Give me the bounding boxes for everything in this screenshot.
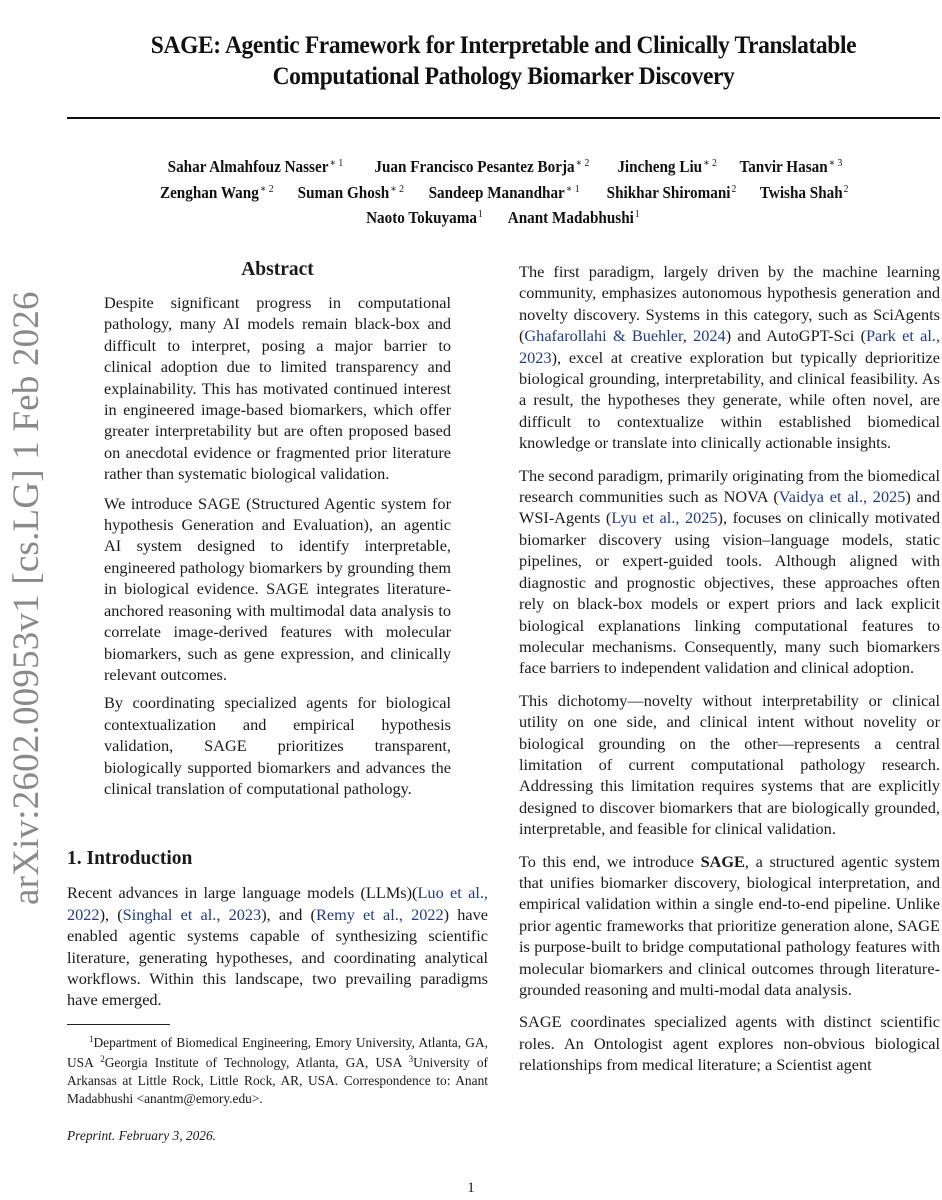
author: Tanvir Hasan$^{∗ 3}$ [739,157,843,176]
page-number: 1 [467,1180,475,1196]
citation-link[interactable]: Park et al., 2023 [519,326,941,367]
intro-paragraph-3: The second paradigm, primarily originating from the biomedical research communities such as NOVA (Vaidya et al., 2025) and WSI-Agents (Lyu et al., 2025), focuses on clinically motivated biomarker discovery using vision–language models, static pipelines, or expert-guided tools. Although aligned with diagnostic and prognostic objectives, these approaches often rely on black-box models or expert priors and lack explicit biological explanations linking computational features to molecular mechanisms. Consequently, many such biomarkers face barriers to independent validation and clinical adoption. [519,465,941,678]
arxiv-identifier-stamp: arXiv:2602.00953v1 [cs.LG] 1 Feb 2026 [6,291,47,905]
abstract-paragraph: We introduce SAGE (Structured Agentic system for hypothesis Generation and Evaluation), an agentic AI system designed to identify interpretable, engineered pathology biomarkers by grounding them in biological evidence. SAGE integrates literature-anchored reasoning with multimodal data analysis to correlate image-derived features with molecular biomarkers, such as gene expression, and clinically relevant outcomes. [104,493,451,684]
sage-bold-term: SAGE [700,851,745,871]
preprint-note: Preprint. February 3, 2026. [67,1128,217,1144]
author: Zenghan Wang$^{∗ 2}$ [160,182,274,202]
author: Juan Francisco Pesantez Borja$^{∗ 2}$ [374,157,590,176]
intro-paragraph-1: Recent advances in large language models (LLMs)(Luo et al., 2022), (Singhal et al., 2023), and (Remy et al., 2022) have enabled agentic systems capable of synthesizing scientific literature, generating hypotheses, and coordinating analytical workflows. Within this landscape, two prevailing paradigms have emerged. [67,883,488,1010]
citation-link[interactable]: Singhal et al., 2023 [122,904,262,924]
abstract-section [67,258,488,799]
author: Sandeep Manandhar$^{∗ 1}$ [428,182,580,202]
abstract-paragraph: By coordinating specialized agents for biological contextualization and empirical hypothesis validation, SAGE prioritizes transparent, biologically supported biomarkers and advances the clinical translation of computational pathology. [104,693,451,798]
author: Naoto Tokuyama$^1$ [366,208,484,227]
intro-paragraph-2: The first paradigm, largely driven by the machine learning community, emphasizes autonomous hypothesis generation and novelty discovery. Systems in this category, such as SciAgents (Ghafarollahi & Buehler, 2024) and AutoGPT-Sci (Park et al., 2023), excel at creative exploration but typically deprioritize biological grounding, interpretability, and clinical feasibility. As a result, the hypotheses they generate, while often novel, are difficult to contextualize within established biomedical knowledge or translate into clinically actionable insights. [519,262,941,453]
title-line-2: Computational Pathology Biomarker Discovery [272,63,735,90]
affiliations-footnote: $^1$Department of Biomedical Engineering, Emory University, Atlanta, GA, USA $^2$Georgia Institute of Technology, Atlanta, GA, USA $^3$University of Arkansas at Little Rock, Little Rock, AR, USA. Correspondence to: Anant Madabhushi <anantm@emory.edu>. [67,1033,488,1106]
right-column [519,261,940,1087]
citation-link[interactable]: Remy et al., 2022 [315,904,444,924]
author: Jincheng Liu$^{∗ 2}$ [617,157,717,176]
footnote-rule [67,1024,170,1025]
author: Anant Madabhushi$^1$ [508,208,640,227]
citation-link[interactable]: Ghafarollahi & Buehler [524,326,683,346]
author: Suman Ghosh$^{∗ 2}$ [297,182,404,202]
abstract-paragraph: Despite significant progress in computational pathology, many AI models remain black-box and difficult to interpret, posing a major barrier to clinical adoption due to limited transparency and explainability. This has motivated continued interest in engineered image-based biomarkers, which offer greater interpretability but are often proposed based on anecdotal evidence or fragmented prior literature rather than systematic biological validation. [104,293,451,484]
abstract-heading: Abstract [241,259,314,280]
citation-link[interactable]: 2024 [693,326,726,346]
author: Twisha Shah$^2$ [759,182,849,202]
citation-link[interactable]: Luo et al., 2022 [67,883,488,924]
author: Sahar Almahfouz Nasser$^{∗ 1}$ [167,157,344,176]
title-rule [67,117,940,119]
left-column [67,258,488,1147]
intro-paragraph-4: This dichotomy—novelty without interpretability or clinical utility on one side, and clinical intent without novelity or biological grounding on the other—represents a central limitation of current computational pathology research. Addressing this limitation requires systems that are explicitly designed to discover biomarkers that are biologically grounded, interpretable, and feasible for clinical validation. [519,690,940,839]
citation-link[interactable]: Lyu et al., 2025 [611,508,718,528]
intro-paragraph-6: SAGE coordinates specialized agents with distinct scientific roles. An Ontologist agent explores non-obvious biological relationships from medical literature; a Scientist agent [519,1012,940,1075]
author-list [67,153,940,230]
title-line-1: SAGE: Agentic Framework for Interpretable and Clinically Translatable [150,32,857,59]
citation-link[interactable]: Vaidya et al., 2025 [778,487,906,507]
author: Shikhar Shiromani$^2$ [606,182,736,202]
section-heading-introduction: 1. Introduction [67,848,193,870]
paper-title [67,30,940,92]
intro-paragraph-5: To this end, we introduce SAGE, a structured agentic system that unifies biomarker discovery, biological interpretation, and empirical validation within a single end-to-end pipeline. Unlike prior agentic frameworks that prioritize generation alone, SAGE is purpose-built to bridge computational pathology features with molecular biomarkers and clinical outcomes through literature-grounded reasoning and multi-modal data analysis. [519,851,940,999]
